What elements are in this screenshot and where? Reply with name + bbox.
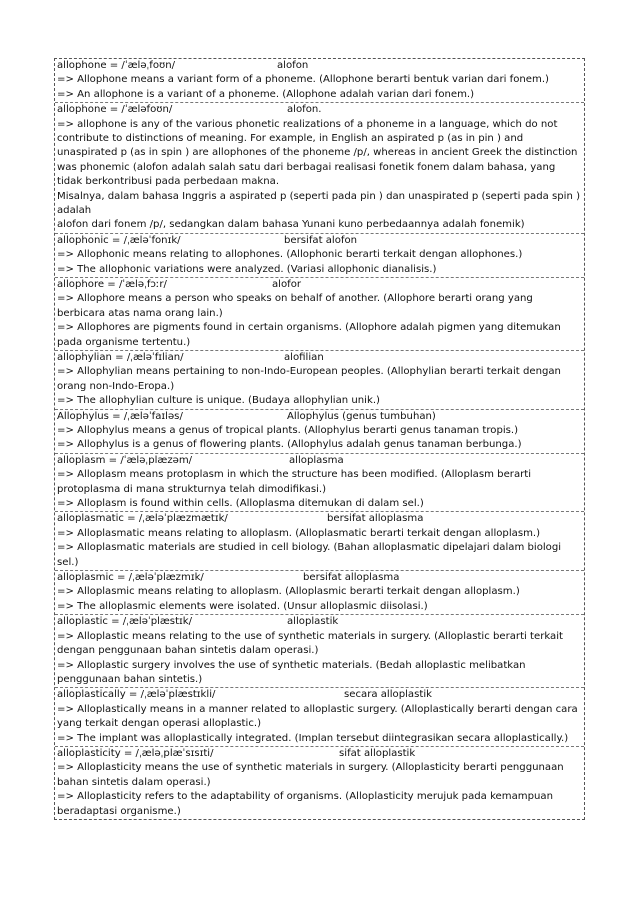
- example-line: => Alloplastically means in a manner related to alloplastic surgery. (Alloplastically berarti dengan cara yang terkait dengan operasi alloplastic.): [57, 703, 578, 730]
- entry-row: [55, 410, 584, 454]
- example-line: => An allophone is a variant of a phoneme. (Allophone adalah varian dari fonem.): [57, 88, 475, 100]
- entry-headword: allophonic = /ˌæləˈfonɪk/: [57, 234, 181, 246]
- entry-row: [55, 615, 584, 688]
- example-line: => Allophylus is a genus of flowering plants. (Allophylus adalah genus tanaman berbunga.): [57, 439, 522, 451]
- entry-translation: secara alloplastik: [344, 689, 432, 701]
- example-line: => Alloplasmatic means relating to alloplasm. (Alloplasmatic berarti terkait dengan alloplasm.): [57, 527, 541, 539]
- entry-headword: Allophylus = /ˌæləˈfaɪləs/: [57, 410, 183, 422]
- example-line: => Allophone means a variant form of a phoneme. (Allophone berarti bentuk varian dari fonem.): [57, 74, 549, 86]
- entry-row: [55, 59, 584, 103]
- entry-headword: alloplastic = /ˌæləˈplæstɪk/: [57, 616, 193, 628]
- example-line: alofon dari fonem /p/, sedangkan dalam bahasa Yunani kuno perbedaannya adalah fonemik): [57, 219, 525, 231]
- example-line: => The alloplasmic elements were isolated. (Unsur alloplasmic diisolasi.): [57, 600, 428, 612]
- example-line: => Alloplasticity means the use of synthetic materials in surgery. (Alloplasticity berarti penggunaan bahan sintetis dalam operasi.): [57, 762, 564, 788]
- example-line: => The allophylian culture is unique. (Budaya allophylian unik.): [57, 395, 380, 407]
- entry-headword: allophylian = /ˌæləˈfɪlian/: [57, 352, 184, 364]
- example-line: => Allophore means a person who speaks on behalf of another. (Allophore berarti orang yang berbicara atas nama orang lain.): [57, 293, 533, 319]
- entry-headword: alloplasm = /ˈæləˌplæzəm/: [57, 454, 193, 466]
- entry-translation: alofor: [272, 279, 302, 291]
- entry-row: [55, 571, 584, 615]
- example-line: => Alloplasm means protoplasm in which the structure has been modified. (Alloplasm berarti protoplasma di mana strukturnya telah dimodifikasi.): [57, 469, 532, 495]
- example-line: => Alloplasmic means relating to alloplasm. (Alloplasmic berarti terkait dengan alloplasm.): [57, 586, 520, 598]
- example-line: => Allophonic means relating to allophones. (Allophonic berarti terkait dengan allophones.): [57, 249, 523, 261]
- entry-translation: sifat alloplastik: [339, 747, 416, 759]
- example-line: => Allophores are pigments found in certain organisms. (Allophore adalah pigmen yang ditemukan pada organisme tertentu.): [57, 322, 561, 348]
- example-line: => Alloplastic surgery involves the use of synthetic materials. (Bedah alloplastic melibatkan penggunaan bahan sintetis.): [57, 659, 526, 685]
- entry-headword: allophone = /ˈæləfoʊn/: [57, 104, 173, 116]
- example-line: => Alloplasticity refers to the adaptability of organisms. (Alloplasticity merujuk pada kemampuan beradaptasi organisme.): [57, 791, 554, 817]
- entry-translation: alloplastik: [287, 616, 339, 628]
- entry-headword: alloplastically = /ˌæləˈplæstɪkli/: [57, 689, 216, 701]
- entry-translation: bersifat alloplasma: [303, 572, 400, 584]
- dictionary-table: [54, 58, 585, 820]
- entry-translation: bersifat alloplasma: [327, 513, 424, 525]
- example-line: => Allophylian means pertaining to non-Indo-European peoples. (Allophylian berarti terkait dengan orang non-Indo-Eropa.): [57, 366, 561, 392]
- entry-translation: Allophylus (genus tumbuhan): [287, 410, 436, 422]
- example-line: => Allophylus means a genus of tropical plants. (Allophylus berarti genus tanaman tropis.): [57, 425, 519, 437]
- example-line: => Alloplasm is found within cells. (Alloplasma ditemukan di dalam sel.): [57, 498, 424, 510]
- entry-headword: alloplasmatic = /ˌæləˈplæzmætɪk/: [57, 513, 228, 525]
- entry-headword: alloplasticity = /ˌæləˌplæˈsɪsɪti/: [57, 747, 214, 759]
- entry-row: [55, 688, 584, 747]
- example-line: => Alloplasmatic materials are studied in cell biology. (Bahan alloplasmatic dipelajari dalam biologi sel.): [57, 542, 562, 568]
- entry-row: [55, 103, 584, 234]
- example-line: => Alloplastic means relating to the use of synthetic materials in surgery. (Alloplastic berarti terkait dengan penggunaan bahan sintetis dalam operasi.): [57, 630, 563, 657]
- entry-translation: alloplasma: [289, 454, 344, 466]
- entry-row: [55, 351, 584, 410]
- entry-translation: alofon: [277, 60, 309, 71]
- entry-row: [55, 512, 584, 571]
- example-line: => allophone is any of the various phonetic realizations of a phoneme in a language, which do not contribute to distinctions of meaning. For example, in English an aspirated p (as in pin ) and unaspirated p (as in spin ) are allophones of the phoneme /p/, whereas in ancient Greek the distinction was phonemic (alofon adalah salah satu dari berbagai realisasi fonetik fonem dalam bahasa, yang tidak berkontribusi pada perbedaan makna.: [57, 118, 578, 188]
- entry-translation: alofilian: [284, 352, 324, 364]
- entry-translation: alofon.: [287, 104, 322, 116]
- entry-headword: alloplasmic = /ˌæləˈplæzmɪk/: [57, 572, 204, 584]
- example-line: => The implant was alloplastically integrated. (Implan tersebut diintegrasikan secara alloplastically.): [57, 732, 569, 744]
- entry-headword: allophore = /ˈæləˌfɔːr/: [57, 279, 167, 291]
- entry-row: [55, 454, 584, 513]
- entry-translation: bersifat alofon: [284, 234, 358, 246]
- entry-headword: allophone = /ˈæləˌfoʊn/: [57, 60, 176, 71]
- entry-row: [55, 747, 584, 819]
- entry-row: [55, 234, 584, 278]
- example-line: => The allophonic variations were analyzed. (Variasi allophonic dianalisis.): [57, 263, 437, 275]
- entry-row: [55, 278, 584, 351]
- example-line: Misalnya, dalam bahasa Inggris a aspirated p (seperti pada pin ) dan unaspirated p (seperti pada spin ) adalah: [57, 190, 581, 217]
